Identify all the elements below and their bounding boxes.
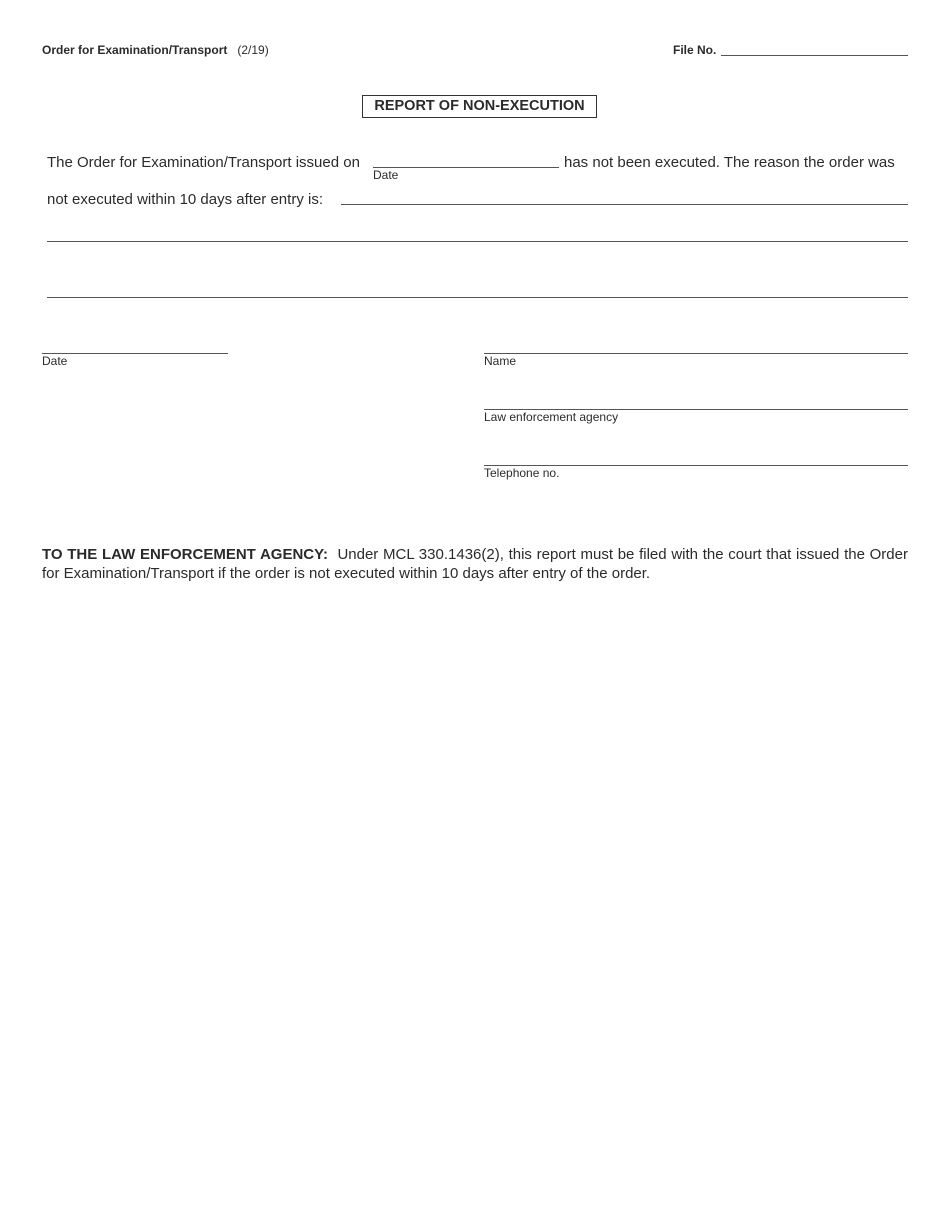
signature-date-field[interactable] <box>42 353 228 354</box>
issued-date-field[interactable] <box>373 167 559 168</box>
page-title: REPORT OF NON-EXECUTION <box>362 95 597 118</box>
statement-part1: The Order for Examination/Transport issued on <box>47 154 360 171</box>
issued-date-caption: Date <box>373 168 399 182</box>
reason-line-1[interactable] <box>341 204 908 205</box>
file-no-field[interactable] <box>721 55 908 56</box>
reason-line-2[interactable] <box>47 241 908 242</box>
notice-heading: TO THE LAW ENFORCEMENT AGENCY: <box>42 546 329 563</box>
name-label: Name <box>484 354 517 368</box>
agency-notice <box>42 545 908 583</box>
statement-part3: not executed within 10 days after entry is: <box>47 191 323 208</box>
statement-part2: has not been executed. The reason the order was <box>564 154 895 171</box>
reason-line-3[interactable] <box>47 297 908 298</box>
form-name-header <box>42 43 269 57</box>
name-field[interactable] <box>484 353 908 354</box>
form-revision: (2/19) <box>237 43 269 57</box>
signature-date-label: Date <box>42 354 68 368</box>
agency-label: Law enforcement agency <box>484 410 619 424</box>
file-no-label: File No. <box>673 43 717 57</box>
notice-text: Under MCL 330.1436(2), this report must be filed with the court that issued the Order for Examination/Transport if the order is not executed within 10 days after entry of the order. <box>42 546 908 582</box>
form-name: Order for Examination/Transport <box>42 43 228 57</box>
telephone-label: Telephone no. <box>484 466 560 480</box>
